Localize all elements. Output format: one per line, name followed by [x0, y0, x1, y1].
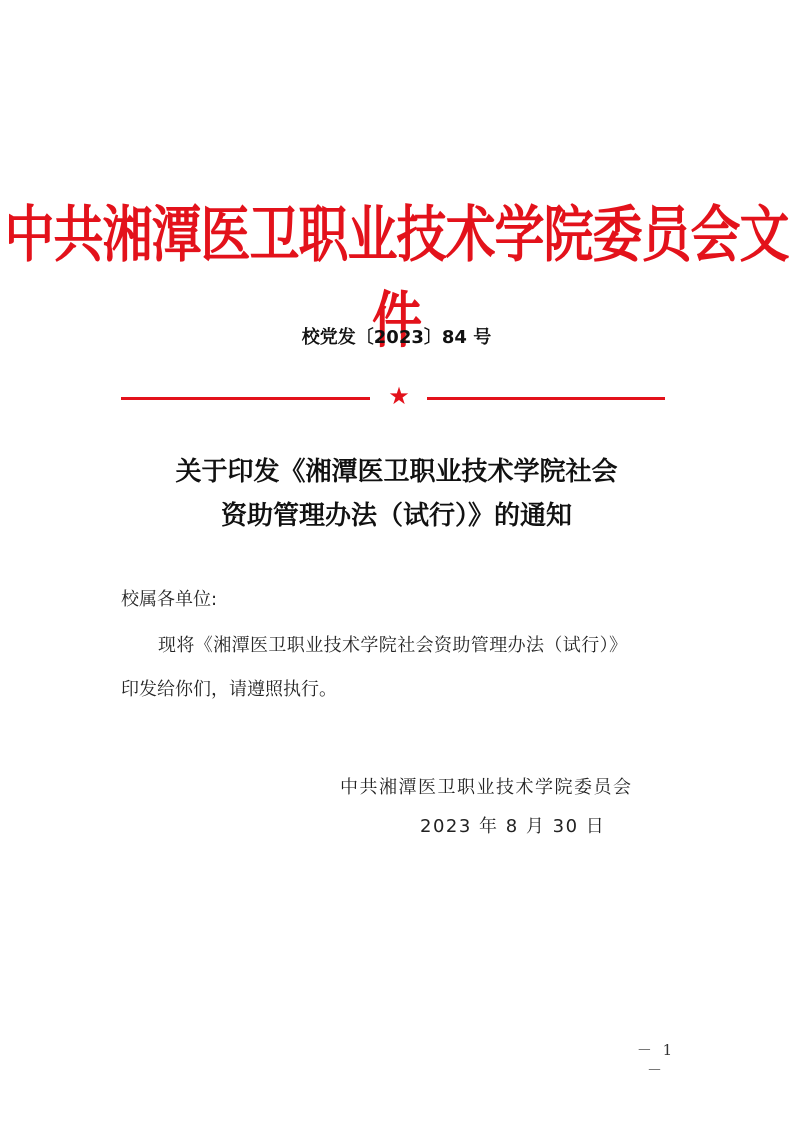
notice-title-line-2: 资助管理办法（试行）》的通知	[220, 501, 572, 531]
salutation: 校属各单位:	[121, 589, 218, 610]
masthead-title: 中共湘潭医卫职业技术学院委员会文件	[4, 198, 789, 356]
star-icon: ★	[388, 382, 410, 410]
body-paragraph-line-1: 现将《湘潭医卫职业技术学院社会资助管理办法（试行）》	[158, 635, 628, 656]
divider-line-left	[121, 397, 370, 400]
notice-title-line-1: 关于印发《湘潭医卫职业技术学院社会	[175, 457, 618, 487]
divider-line-right	[427, 397, 665, 400]
page-number: － 1 －	[636, 1041, 676, 1079]
body-paragraph-line-2: 印发给你们，请遵照执行。	[121, 679, 337, 700]
document-number: 校党发〔2023〕84 号	[301, 327, 492, 348]
signature-organization: 中共湘潭医卫职业技术学院委员会	[340, 777, 633, 798]
signature-date: 2023 年 8 月 30 日	[420, 816, 606, 837]
